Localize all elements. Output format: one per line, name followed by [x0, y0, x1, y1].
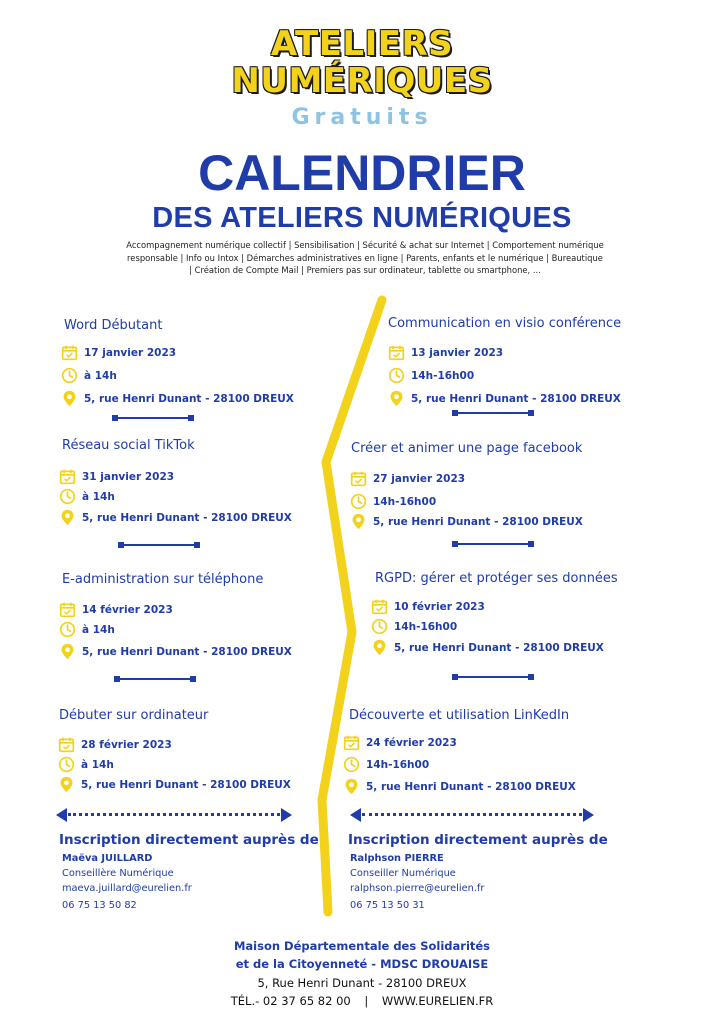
- event-title: RGPD: gérer et protéger ses données: [375, 571, 618, 586]
- event-title: Communication en visio conférence: [388, 316, 622, 331]
- calendar-icon: [371, 598, 388, 615]
- separator: [452, 539, 534, 549]
- event-time: à 14h: [59, 488, 115, 505]
- contact-name: Ralphson PIERRE: [350, 853, 444, 864]
- event-place: 5, rue Henri Dunant - 28100 DREUX: [61, 390, 294, 407]
- location-pin-icon: [371, 639, 388, 656]
- event-place: 5, rue Henri Dunant - 28100 DREUX: [58, 776, 291, 793]
- clock-icon: [58, 756, 75, 773]
- event-place: 5, rue Henri Dunant - 28100 DREUX: [371, 639, 604, 656]
- clock-icon: [371, 618, 388, 635]
- contact-role: Conseiller Numérique: [350, 868, 456, 879]
- event-time: 14h-16h00: [388, 367, 474, 384]
- page-subtitle: DES ATELIERS NUMÉRIQUES: [152, 202, 572, 234]
- clock-icon: [350, 493, 367, 510]
- page-title: CALENDRIER: [198, 145, 526, 201]
- location-pin-icon: [350, 513, 367, 530]
- event-place: 5, rue Henri Dunant - 28100 DREUX: [343, 778, 576, 795]
- separator: [114, 674, 196, 684]
- clock-icon: [343, 756, 360, 773]
- footer-org-line-1: Maison Départementale des Solidarités: [233, 939, 491, 953]
- event-title: Word Débutant: [64, 318, 163, 333]
- event-title: Découverte et utilisation LinKedIn: [349, 708, 570, 723]
- logo-numeriques: NUMÉRIQUES: [231, 61, 493, 101]
- event-place: 5, rue Henri Dunant - 28100 DREUX: [59, 509, 292, 526]
- logo-gratuits: Gratuits: [291, 105, 433, 130]
- event-title: E-administration sur téléphone: [62, 572, 264, 587]
- location-pin-icon: [58, 776, 75, 793]
- arrow-left-icon: [56, 808, 67, 822]
- inscription-heading: Inscription directement auprès de: [59, 832, 319, 848]
- calendar-icon: [343, 734, 360, 751]
- event-date: 28 février 2023: [58, 736, 172, 753]
- contact-role: Conseillère Numérique: [62, 868, 174, 879]
- footer-tel: TÉL.- 02 37 65 82 00: [230, 994, 351, 1008]
- event-time: 14h-16h00: [343, 756, 429, 773]
- event-time: à 14h: [58, 756, 114, 773]
- calendar-icon: [59, 601, 76, 618]
- location-pin-icon: [59, 643, 76, 660]
- location-pin-icon: [61, 390, 78, 407]
- calendar-icon: [58, 736, 75, 753]
- clock-icon: [61, 367, 78, 384]
- separator: [452, 408, 534, 418]
- event-date: 14 février 2023: [59, 601, 173, 618]
- event-title: Créer et animer une page facebook: [351, 441, 583, 456]
- calendar-icon: [350, 470, 367, 487]
- clock-icon: [59, 488, 76, 505]
- event-date: 17 janvier 2023: [61, 344, 176, 361]
- contact-email[interactable]: ralphson.pierre@eurelien.fr: [350, 883, 485, 894]
- event-place: 5, rue Henri Dunant - 28100 DREUX: [350, 513, 583, 530]
- footer-contact-line: [0, 994, 724, 1008]
- dotted-arrow-left: [56, 808, 292, 822]
- event-title: Débuter sur ordinateur: [59, 708, 209, 723]
- event-title: Réseau social TikTok: [62, 438, 195, 453]
- calendar-icon: [388, 344, 405, 361]
- intro-line-2: responsable | Info ou Intox | Démarches administratives en ligne | Parents, enfants et le numérique | Bureautique: [127, 252, 603, 263]
- event-date: 31 janvier 2023: [59, 468, 174, 485]
- footer-separator: |: [364, 994, 369, 1008]
- logo-ateliers: ATELIERS: [270, 24, 454, 64]
- location-pin-icon: [343, 778, 360, 795]
- location-pin-icon: [59, 509, 76, 526]
- contact-phone: 06 75 13 50 31: [350, 900, 425, 911]
- contact-email[interactable]: maeva.juillard@eurelien.fr: [62, 883, 192, 894]
- separator: [112, 413, 194, 423]
- arrow-right-icon: [281, 808, 292, 822]
- arrow-right-icon: [583, 808, 594, 822]
- contact-phone: 06 75 13 50 82: [62, 900, 137, 911]
- footer-org-line-2: et de la Citoyenneté - MDSC DROUAISE: [235, 957, 489, 971]
- clock-icon: [388, 367, 405, 384]
- footer-website[interactable]: WWW.EURELIEN.FR: [381, 994, 494, 1008]
- intro-line-3: | Création de Compte Mail | Premiers pas sur ordinateur, tablette ou smartphone, ...: [189, 265, 541, 275]
- event-date: 24 février 2023: [343, 734, 457, 751]
- event-date: 10 février 2023: [371, 598, 485, 615]
- inscription-heading: Inscription directement auprès de: [348, 832, 608, 848]
- footer-address: 5, Rue Henri Dunant - 28100 DREUX: [257, 976, 467, 990]
- contact-name: Maëva JUILLARD: [62, 853, 153, 864]
- event-time: 14h-16h00: [350, 493, 436, 510]
- event-date: 13 janvier 2023: [388, 344, 503, 361]
- calendar-icon: [59, 468, 76, 485]
- clock-icon: [59, 621, 76, 638]
- event-place: 5, rue Henri Dunant - 28100 DREUX: [388, 390, 621, 407]
- arrow-left-icon: [350, 808, 361, 822]
- event-date: 27 janvier 2023: [350, 470, 465, 487]
- separator: [118, 540, 200, 550]
- intro-text: [110, 239, 620, 277]
- location-pin-icon: [388, 390, 405, 407]
- calendar-icon: [61, 344, 78, 361]
- event-time: à 14h: [61, 367, 117, 384]
- event-time: 14h-16h00: [371, 618, 457, 635]
- event-time: à 14h: [59, 621, 115, 638]
- separator: [452, 672, 534, 682]
- event-place: 5, rue Henri Dunant - 28100 DREUX: [59, 643, 292, 660]
- intro-line-1: Accompagnement numérique collectif | Sensibilisation | Sécurité & achat sur Internet | Comportement numérique: [126, 240, 604, 250]
- dotted-arrow-right: [350, 808, 594, 822]
